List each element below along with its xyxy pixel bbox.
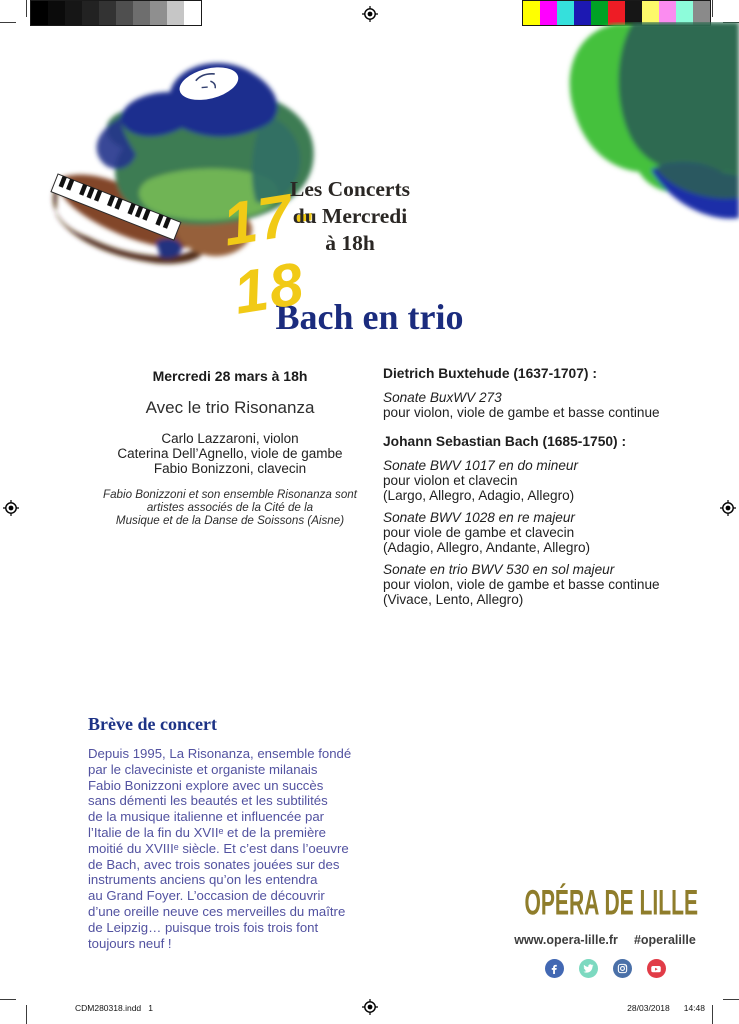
work-line: (Largo, Allegro, Adagio, Allegro): [383, 488, 575, 503]
breve-line: moitié du XVIIIᵉ siècle. Et c’est dans l’oeuvre: [88, 840, 349, 856]
gray-swatch: [48, 1, 65, 25]
breve-line: Fabio Bonizzoni explore avec un succès: [88, 777, 324, 793]
programme: [383, 366, 698, 614]
gray-swatch: [184, 1, 201, 25]
breve-body: [88, 746, 388, 951]
work-line: (Adagio, Allegro, Andante, Allegro): [383, 540, 591, 555]
work-item: [383, 562, 698, 607]
work-line: (Vivace, Lento, Allegro): [383, 592, 524, 607]
series-line: Les Concerts: [289, 177, 410, 201]
hashtag: #operalille: [633, 933, 696, 947]
slug-time: 14:48: [683, 1003, 705, 1013]
series-line: du Mercredi: [292, 204, 408, 228]
breve-section: [88, 714, 388, 951]
grayscale-control-bar: [30, 0, 202, 26]
ensemble-name: Avec le trio Risonanza: [145, 398, 315, 417]
gray-swatch: [150, 1, 167, 25]
crop-mark: [712, 1005, 713, 1024]
work-title: Sonate BWV 1017 en do mineur: [383, 458, 578, 473]
breve-line: d’une oreille neuve ces merveilles du maître: [88, 903, 346, 919]
note-line: Fabio Bonizzoni et son ensemble Risonanza sont: [103, 488, 357, 502]
slug-date: 28/03/2018: [627, 1003, 670, 1013]
work-title: Sonate en trio BWV 530 en sol majeur: [383, 562, 615, 577]
gray-swatch: [133, 1, 150, 25]
note-line: artistes associés de la Cité de la: [146, 501, 314, 515]
gray-swatch: [116, 1, 133, 25]
gray-swatch: [99, 1, 116, 25]
work-item: [383, 458, 698, 503]
performer: Caterina Dell’Agnello, viole de gambe: [117, 445, 343, 461]
registration-mark-icon: [362, 999, 378, 1015]
page-title: Bach en trio: [275, 297, 464, 337]
work-title: Sonate BuxWV 273: [383, 390, 502, 405]
series-title: [255, 176, 445, 257]
work-item: [383, 510, 698, 555]
note-line: Musique et de la Danse de Soissons (Aisne): [115, 513, 345, 527]
youtube-icon: [647, 959, 666, 978]
breve-line: de Leipzig… puisque trois fois trois font: [88, 919, 319, 935]
work-line: pour violon, viole de gambe et basse continue: [383, 577, 660, 592]
season-17-18: 17-18: [218, 177, 321, 327]
slug-datetime: [627, 1003, 705, 1013]
crop-mark: [26, 0, 27, 17]
crop-mark: [0, 22, 16, 23]
work-title: Sonate BWV 1028 en re majeur: [383, 510, 575, 525]
crop-mark: [723, 999, 739, 1000]
gray-swatch: [65, 1, 82, 25]
breve-heading: Brève de concert: [88, 714, 217, 734]
composer-heading: Dietrich Buxtehude (1637-1707) :: [383, 366, 597, 381]
social-icons: [500, 959, 710, 978]
crop-mark: [712, 0, 713, 17]
registration-mark-icon: [362, 6, 378, 22]
composer-heading: Johann Sebastian Bach (1685-1750) :: [383, 434, 627, 449]
breve-line: au Grand Foyer. L’occasion de découvrir: [88, 888, 325, 904]
gray-swatch: [167, 1, 184, 25]
breve-line: de la musique italienne et influencée par: [88, 809, 325, 825]
event-details: [80, 368, 380, 528]
ensemble-note: [80, 489, 380, 527]
facebook-icon: [545, 959, 564, 978]
performer: Fabio Bonizzoni, clavecin: [153, 460, 307, 476]
work-line: pour violon et clavecin: [383, 473, 518, 488]
event-date: Mercredi 28 mars à 18h: [152, 368, 308, 384]
color-swatch: [523, 1, 540, 25]
crop-mark: [0, 999, 16, 1000]
twitter-icon: [579, 959, 598, 978]
work-line: pour violon, viole de gambe et basse continue: [383, 405, 660, 420]
slug-file-name: CDM280318.indd 1: [75, 1003, 153, 1013]
crop-mark: [26, 1005, 27, 1024]
breve-line: de Bach, avec trois sonates jouées sur des: [88, 856, 340, 872]
gray-swatch: [31, 1, 48, 25]
work-line: pour viole de gambe et clavecin: [383, 525, 575, 540]
opera-lille-brand: [500, 883, 710, 978]
work-item: [383, 390, 698, 420]
series-line: à 18h: [325, 231, 375, 255]
breve-line: toujours neuf !: [88, 935, 172, 951]
breve-line: Depuis 1995, La Risonanza, ensemble fondé: [88, 746, 352, 761]
breve-line: par le claveciniste et organiste milanais: [88, 761, 318, 777]
gray-swatch: [82, 1, 99, 25]
opera-de-lille-logo: OPÉRA DE LILLE: [524, 883, 699, 923]
registration-mark-icon: [720, 500, 736, 516]
breve-line: sans démenti les beautés et les subtilités: [88, 793, 328, 809]
breve-line: instruments anciens qu’on les entendra: [88, 872, 318, 888]
instagram-icon: [613, 959, 632, 978]
registration-mark-icon: [3, 500, 19, 516]
breve-line: l’Italie de la fin du XVIIᵉ et de la première: [88, 824, 327, 840]
website-url: www.opera-lille.fr: [514, 933, 618, 947]
corner-watercolor-blob: [555, 22, 739, 242]
performer-list: [80, 432, 380, 476]
performer: Carlo Lazzaroni, violon: [161, 431, 299, 446]
